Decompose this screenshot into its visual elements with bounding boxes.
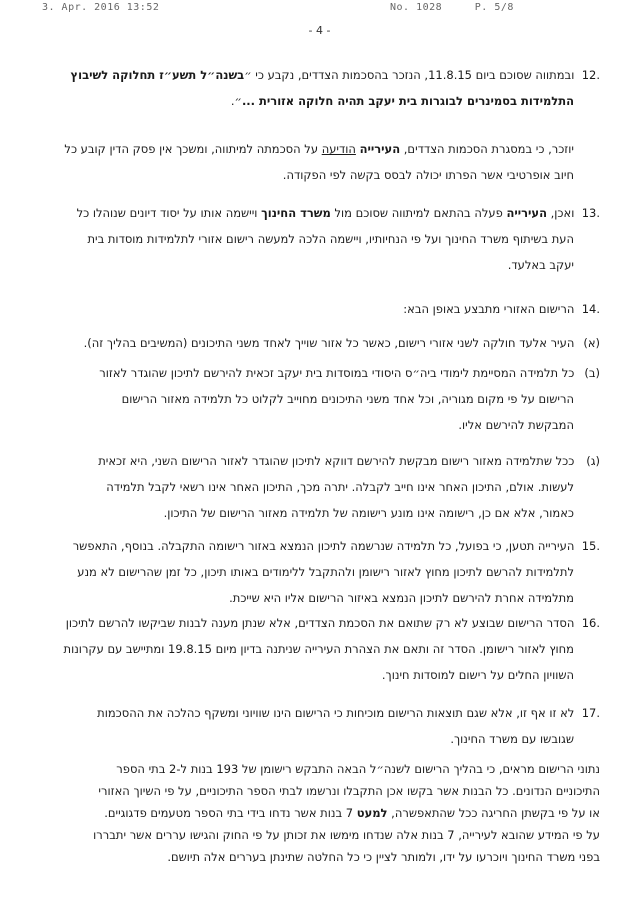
p15-line-3: מתלמידה אחרת להירשם לתיכון הנמצא באיזור הרישום אליו היא שייכת. <box>229 591 574 605</box>
item-c <box>40 448 600 526</box>
item-marker: (א) <box>583 336 600 350</box>
text: ואכן, <box>546 206 575 220</box>
p12-line-2 <box>40 88 600 114</box>
paragraph-number: .13 <box>581 206 600 220</box>
p15-line-1 <box>40 533 600 559</box>
paragraph-17 <box>40 700 600 752</box>
paragraph-number: .15 <box>581 539 600 553</box>
p16-line-1 <box>40 610 600 636</box>
text: פעלה בהתאם למיתווה שסוכם מול <box>330 206 507 220</box>
p15-line-2: לתלמידות להרשם לתיכון מחוץ לאזור רישומן ולהתקבל ללימודים באותו תיכון, כל זמן שהרישום לא מנע <box>77 565 574 579</box>
p13-line-1 <box>40 200 600 226</box>
paragraph-number: .14 <box>581 302 600 316</box>
page-number: - 4 - <box>308 24 331 37</box>
fax-page: P. 5/8 <box>474 2 514 13</box>
item-a-line-1 <box>40 330 600 356</box>
fax-datetime: 3. Apr. 2016 13:52 <box>42 2 160 13</box>
text: ובמתווה שסוכם ביום 11.8.15, הנזכר בהסכמות הצדדים, נקבע כי ״ <box>244 68 575 82</box>
p17-line-1 <box>40 700 600 726</box>
text: ויישמה אותו על יסוד דיונים שנוהלו כל <box>76 206 262 220</box>
text: העירייה תטען, כי בפועל, כל תלמידה שנרשמה לתיכון הנמצא באזור רישומה התקבלה. בנוסף, התאפשר <box>72 539 575 553</box>
p13-line-2: העת בשיתוף משרד החינוך ועל פי הנחיותיו, ויישמה הלכה למעשה רישום אזורי לתלמידות מוסדות בית <box>87 232 574 246</box>
p12-line-1 <box>40 62 600 88</box>
text: לא זו אף זו, אלא שגם תוצאות הרישום מוכיחות כי הרישום הינו שוויוני ומשקף כהלכה את ההסכמות <box>97 706 575 720</box>
text: חיוב אופרטיבי אשר הפרתו יכולה לבסס בקשה לפי הפקודה. <box>282 168 574 182</box>
p17-line-2: שגובשו עם משרד החינוך. <box>450 732 574 746</box>
text: או על פי בקשתן החריגה ככל שהתאפשרה, <box>387 806 600 820</box>
item-c-line-3: כאמור, אלא אם כן, רישומה אינו מונע רישומה של תלמידה מאזור הרישום של התיכון. <box>163 506 574 520</box>
fax-header <box>0 2 639 16</box>
fax-number: No. 1028 <box>390 2 443 13</box>
cont-line-2: התיכוניים הנדונים. כל הבנות אשר בקשו אכן התקבלו ונרשמו לבתי הספר התיכוניים, על פי השיוך האזורי <box>98 784 600 798</box>
p16-line-3: השוויון החלים על רישום למוסדות חינוך. <box>381 668 574 682</box>
item-b-line-1 <box>40 360 600 386</box>
paragraph-17-continuation <box>40 758 600 868</box>
text: ״. <box>230 94 242 108</box>
paragraph-13 <box>40 200 600 278</box>
bold-text: העירייה <box>506 206 547 220</box>
item-a <box>40 330 600 356</box>
text: על הסכמתה למיתווה, ומשכך אין פסק הדין קובע כל <box>64 142 322 156</box>
cont-line-4: על פי המידע שהובא לעירייה, 7 בנות אלה שנדחו מימשו את זכותן על פי החוק והגישו עררים אשר יתבררו <box>93 828 600 842</box>
text: העיר אלעד חולקה לשני אזורי רישום, כאשר כל אזור שוייך לאחד משני התיכונים (המשיבים בהליך זה). <box>83 336 575 350</box>
cont-line-5: בפני משרד החינוך ויוכרעו על ידו, ולמותר לציין כי כל החלטה שתינתן בעררים אלה תיושם. <box>167 850 600 864</box>
bold-text: למעט <box>356 806 388 820</box>
cont-line-3 <box>40 802 600 824</box>
note-line-2 <box>40 162 600 188</box>
item-marker: (ב) <box>584 366 600 380</box>
item-c-line-2: לעשות. אולם, התיכון האחר אינו חייב לקבלה. יתרה מכך, התיכון האחר אינו רשאי לקבל תלמידה <box>106 480 574 494</box>
paragraph-12-note <box>40 136 600 188</box>
item-c-line-1 <box>40 448 600 474</box>
underlined-text: הודיעה <box>321 142 356 156</box>
text: 7 בנות אשר נדחו בידי בתי הספר מטעמים פדגוגיים. <box>104 806 357 820</box>
item-marker: (ג) <box>586 454 600 468</box>
bold-text: העירייה <box>359 142 401 156</box>
p16-line-2: מחוץ לאזור רישומן. הסדר זה ותאם את הצהרת העירייה שניתנה בדיון מיום 19.8.15 ומתיישב עם עקרונות <box>63 642 574 656</box>
item-b <box>40 360 600 438</box>
paragraph-15 <box>40 533 600 611</box>
note-line-1 <box>40 136 600 162</box>
bold-text: משרד החינוך <box>261 206 331 220</box>
paragraph-14 <box>40 296 600 322</box>
item-b-line-3: המבקשת להירשם אליו. <box>458 418 574 432</box>
paragraph-16 <box>40 610 600 688</box>
paragraph-12 <box>40 62 600 114</box>
p13-line-3: יעקב באלעד. <box>507 258 574 272</box>
paragraph-number: .12 <box>581 68 600 82</box>
paragraph-number: .17 <box>581 706 600 720</box>
item-b-line-2: הרישום על פי מקום מגוריה, וכל אחד משני התיכונים מחוייב לקלוט כל תלמידה מאזור הרישום <box>121 392 574 406</box>
bold-text: התלמידות בסמינרים לבוגרות בית יעקב תהיה חלוקה אזורית ... <box>241 94 574 108</box>
text: ככל שתלמידה מאזור רישום מבקשת להירשם דווקא לתיכון שהוגדר לאזור הרישום השני, היא זכאית <box>98 454 575 468</box>
bold-text: בשנה״ל תשע״ז תחלוקה לשיבוץ <box>70 68 245 82</box>
text: הסדר הרישום שבוצע לא רק שתואם את הסכמת הצדדים, אלא שנתן מענה לבנות שביקשו להרשם לתיכון <box>65 616 575 630</box>
paragraph-number: .16 <box>581 616 600 630</box>
text: כל תלמידה המסיימת לימודי ביה״ס היסודי במוסדות בית יעקב זכאית להירשם לתיכון שהוגדר לאזור <box>99 366 575 380</box>
fax-number-page <box>390 2 514 13</box>
text: יוזכר, כי במסגרת הסכמות הצדדים, <box>400 142 574 156</box>
text: הרישום האזורי מתבצע באופן הבא: <box>403 302 575 316</box>
p14-line-1 <box>40 296 600 322</box>
cont-line-1: נתוני הרישום מראים, כי בהליך הרישום לשנה״ל הבאה התבקש רישומן של 193 בנות ל-2 בתי הספר <box>116 762 600 776</box>
